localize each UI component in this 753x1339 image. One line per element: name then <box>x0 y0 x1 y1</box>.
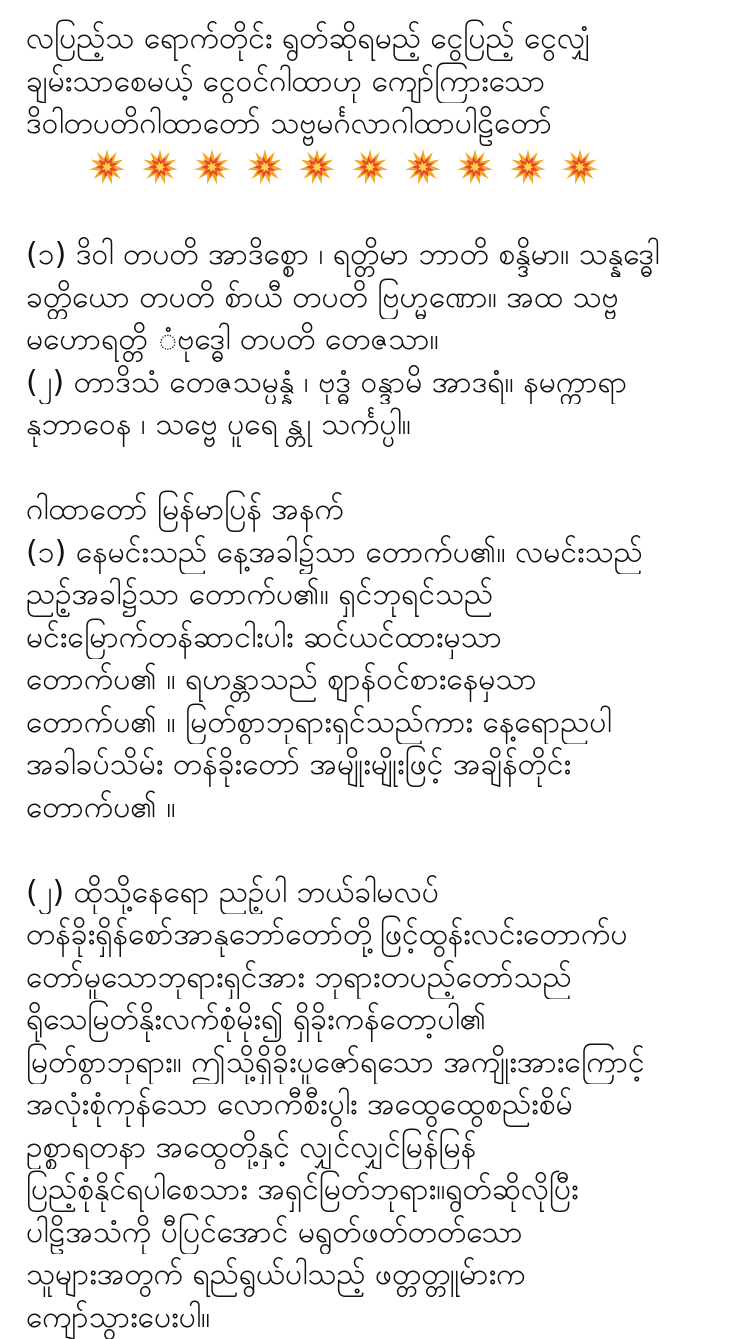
verse2-line: ကျော်သွားပေးပါ။ <box>26 1297 727 1339</box>
collision-burst-icon <box>298 148 336 186</box>
translation-line: တောက်ပ၏ ။ ရဟန္တာသည် ဈာန်ဝင်စားနေမှသာ <box>26 659 727 702</box>
collision-burst-icon <box>246 148 284 186</box>
pali-line: (၁) ဒိဝါ တပတိ အာဒိစ္စော ၊ ရတ္တိမာ ဘာတိ စန္ဒိမာ။ သန္နဒ္ဓေါ <box>26 234 727 277</box>
pali-line: နုဘာဝေန ၊ သဗ္ဗေ ပူရေ န္တု သင်္ကပ္ပါ။ <box>26 404 727 447</box>
translation-line: မင်းမြောက်တန်ဆာငါးပါး ဆင်ယင်ထားမှသာ <box>26 617 727 660</box>
verse2-line: တော်မူသောဘုရားရှင်အား ဘုရားတပည့်တော်သည် <box>26 957 727 1000</box>
verse-two-translation-block <box>26 872 727 1339</box>
intro-line: လပြည့်သ ရောက်တိုင်း ရွတ်ဆိုရမည့် ငွေပြည့် ငွေလျှံ <box>26 18 727 61</box>
collision-burst-icon <box>561 148 599 186</box>
burmese-translation-block <box>26 489 727 829</box>
verse2-line: ပါဠိအသံကို ပီပြင်အောင် မရွတ်ဖတ်တတ်သော <box>26 1212 727 1255</box>
collision-burst-icon <box>509 148 547 186</box>
paragraph-spacer <box>26 192 727 235</box>
translation-line: ညဥ့်အခါ၌သာ တောက်ပ၏။ ရှင်ဘုရင်သည် <box>26 574 727 617</box>
verse2-line: တန်ခိုးရှိန်စော်အာနုဘော်တော်တို့ဖြင့်ထွန်းလင်းတောက်ပ <box>26 914 727 957</box>
intro-title-block <box>26 18 727 146</box>
pali-line: မဟောရတ္တိ ံဗုဒ္ဓေါ တပတိ တေဇသာ။ <box>26 319 727 362</box>
verse2-line: သူများအတွက် ရည်ရွယ်ပါသည့် ဖတ္တတ္တူမ်ားက <box>26 1254 727 1297</box>
verse2-line: မြတ်စွာဘုရား။ ဤသို့ရှိခိုးပူဇော်ရသော အကျိုးအားကြောင့် <box>26 1042 727 1085</box>
verse2-line: ပြည့်စုံနိုင်ရပါစေသား အရှင်မြတ်ဘုရား။ရွတ်ဆိုလိုပြီး <box>26 1169 727 1212</box>
collision-burst-icon <box>456 148 494 186</box>
paragraph-spacer <box>26 447 727 490</box>
verse2-line: အလုံးစုံကုန်သော လောကီစီးပွါး အထွေထွေစည်းစိမ် <box>26 1084 727 1127</box>
pali-verse-block <box>26 234 727 447</box>
collision-burst-icon <box>404 148 442 186</box>
pali-line: ခတ္တိယော တပတိ စ်ာယီ တပတိ ဗြဟ္မဏော။ အထ သဗ္ဗ <box>26 277 727 320</box>
translation-line: တောက်ပ၏ ။ <box>26 787 727 830</box>
intro-line: ချမ်းသာစေမယ့် ငွေဝင်ဂါထာဟု ကျော်ကြားသော <box>26 61 727 104</box>
translation-line: (၁) နေမင်းသည် နေ့အခါ၌သာ တောက်ပ၏။ လမင်းသည် <box>26 532 727 575</box>
collision-burst-icon <box>88 148 126 186</box>
collision-burst-icon <box>193 148 231 186</box>
collision-burst-icon <box>351 148 389 186</box>
translation-line: အခါခပ်သိမ်း တန်ခိုးတော် အမျိုးမျိုးဖြင့် အချိန်တိုင်း <box>26 744 727 787</box>
intro-line: ဒိဝါတပတိဂါထာတော် သဗ္ဗမင်္ဂလာဂါထာပါဠိတော် <box>26 103 727 146</box>
verse2-line: (၂) ထိုသို့နေရော ညဥ့်ပါ ဘယ်ခါမလပ် <box>26 872 727 915</box>
verse2-line: ရိုသေမြတ်နိုးလက်စုံမိုး၍ ရှိခိုးကန်တော့ပါ၏ <box>26 999 727 1042</box>
paragraph-spacer <box>26 829 727 872</box>
collision-emoji-row <box>26 146 727 192</box>
translation-heading: ဂါထာတော် မြန်မာပြန် အနက် <box>26 489 727 532</box>
pali-line: (၂) တာဒိသံ တေဇသမ္ပန္နံ ၊ ဗုဒ္ဓံ ဝန္ဒာမိ အာဒရံ။ နမက္ကာရာ <box>26 362 727 405</box>
verse2-line: ဥစ္စာရတနာ အထွေတို့နှင့် လျှင်လျှင်မြန်မြန် <box>26 1127 727 1170</box>
collision-burst-icon <box>141 148 179 186</box>
translation-line: တောက်ပ၏ ။ မြတ်စွာဘုရားရှင်သည်ကား နေ့ရောညပါ <box>26 702 727 745</box>
